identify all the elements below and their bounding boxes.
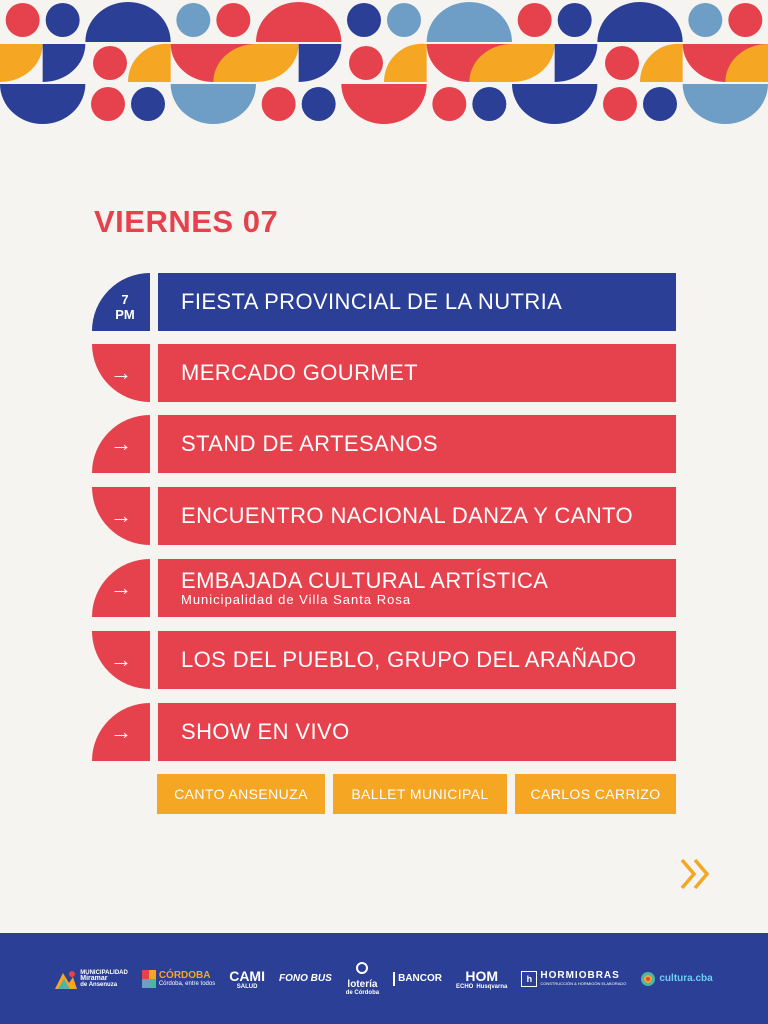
logo-bancor: BANCOR	[393, 972, 442, 986]
pattern-shape	[728, 3, 762, 37]
pattern-shape	[302, 87, 336, 121]
event-label: LOS DEL PUEBLO, GRUPO DEL ARAÑADO	[181, 647, 637, 672]
event-bar	[158, 559, 676, 617]
loteria-logo-icon	[356, 962, 368, 974]
event-row-stand-artesanos[interactable]	[92, 415, 676, 473]
event-label: FIESTA PROVINCIAL DE LA NUTRIA	[181, 289, 563, 314]
arrow-badge	[92, 487, 150, 545]
logo-cordoba: CÓRDOBA Córdoba, entre todos	[142, 970, 215, 988]
event-sublabel: Municipalidad de Villa Santa Rosa	[181, 592, 412, 607]
logo-loteria: lotería de Córdoba	[346, 961, 379, 996]
logo-miramar: MUNICIPALIDAD Miramar de Ansenuza	[55, 969, 128, 989]
pattern-shape	[176, 3, 210, 37]
event-bar	[158, 344, 676, 402]
pattern-shape	[387, 3, 421, 37]
arrow-right-icon: →	[110, 431, 132, 456]
event-row-fiesta-nutria[interactable]	[92, 273, 676, 331]
pattern-shape	[299, 44, 342, 82]
arrow-badge	[92, 559, 150, 617]
arrow-badge	[92, 415, 150, 473]
pattern-shape	[128, 44, 171, 82]
pattern-shape	[432, 87, 466, 121]
pattern-shape	[603, 87, 637, 121]
event-label: STAND DE ARTESANOS	[181, 431, 438, 456]
cordoba-logo-icon	[142, 970, 156, 988]
pattern-shape	[643, 87, 677, 121]
performer-tag-carlos-carrizo[interactable]: CARLOS CARRIZO	[515, 774, 676, 814]
pattern-shape	[256, 2, 341, 42]
arrow-right-icon: →	[110, 575, 132, 600]
cultura-logo-icon	[640, 971, 656, 987]
arrow-right-icon: →	[110, 719, 132, 744]
event-row-los-del-pueblo[interactable]	[92, 631, 676, 689]
pattern-shape	[512, 84, 597, 124]
pattern-shape	[93, 46, 127, 80]
pattern-shape	[427, 2, 512, 42]
event-bar	[158, 703, 676, 761]
pattern-shape	[640, 44, 683, 82]
pattern-shape	[341, 84, 426, 124]
pattern-shape	[131, 87, 165, 121]
pattern-shape	[518, 3, 552, 37]
pattern-shape	[43, 44, 86, 82]
pattern-shape	[256, 44, 299, 82]
pattern-shape	[347, 3, 381, 37]
pattern-shape	[384, 44, 427, 82]
event-label: SHOW EN VIVO	[181, 719, 350, 744]
double-chevron-right-icon[interactable]	[678, 856, 714, 892]
hormiobras-logo-icon: h	[521, 971, 537, 987]
event-row-embajada-cultural[interactable]	[92, 559, 676, 617]
pattern-shape	[605, 46, 639, 80]
pattern-shape	[558, 3, 592, 37]
event-label: EMBAJADA CULTURAL ARTÍSTICA	[181, 568, 549, 593]
pattern-shape	[262, 87, 296, 121]
event-label: MERCADO GOURMET	[181, 360, 418, 385]
logo-fonobus: FONO BUS	[278, 973, 332, 984]
performer-tag-ballet-municipal[interactable]: BALLET MUNICIPAL	[333, 774, 507, 814]
pattern-shape	[0, 44, 43, 82]
pattern-shape	[683, 84, 768, 124]
pattern-shape	[6, 3, 40, 37]
day-title: VIERNES 07	[94, 204, 279, 239]
logo-hom: HOM ECHO Husqvarna	[456, 967, 508, 990]
pattern-shape	[688, 3, 722, 37]
event-bar	[158, 273, 676, 331]
pattern-shape	[46, 3, 80, 37]
pattern-shape	[0, 84, 85, 124]
pattern-shape	[91, 87, 125, 121]
event-row-mercado-gourmet[interactable]	[92, 344, 676, 402]
pattern-shape	[597, 2, 682, 42]
arrow-right-icon: →	[110, 360, 132, 385]
performer-tags	[157, 774, 676, 814]
arrow-badge	[92, 344, 150, 402]
pattern-shape	[472, 87, 506, 121]
logo-cultura: cultura.cba	[640, 971, 712, 987]
time-period: PM	[115, 307, 135, 322]
arrow-badge	[92, 703, 150, 761]
sponsors-footer	[0, 933, 768, 1024]
arrow-right-icon: →	[110, 647, 132, 672]
arrow-badge	[92, 631, 150, 689]
event-bar	[158, 631, 676, 689]
pattern-shape	[171, 84, 256, 124]
event-row-encuentro-danza[interactable]	[92, 487, 676, 545]
logo-hormiobras: h HORMIOBRAS CONSTRUCCIÓN & HORMIGÓN ELABORADO	[521, 970, 626, 987]
performer-tag-canto-ansenuza[interactable]: CANTO ANSENUZA	[157, 774, 325, 814]
time-badge	[92, 273, 150, 331]
logo-cami: CAMI SALUD	[229, 967, 265, 990]
event-label: ENCUENTRO NACIONAL DANZA Y CANTO	[181, 503, 634, 528]
event-bar	[158, 487, 676, 545]
pattern-shape	[85, 2, 170, 42]
time-hour: 7	[121, 292, 129, 307]
pattern-shape	[512, 44, 555, 82]
arrow-right-icon: →	[110, 503, 132, 528]
pattern-shape	[349, 46, 383, 80]
decorative-pattern-header	[0, 0, 768, 130]
pattern-shape	[216, 3, 250, 37]
event-bar	[158, 415, 676, 473]
miramar-logo-icon	[55, 969, 77, 989]
pattern-shape	[555, 44, 598, 82]
event-row-show-en-vivo[interactable]	[92, 703, 676, 761]
